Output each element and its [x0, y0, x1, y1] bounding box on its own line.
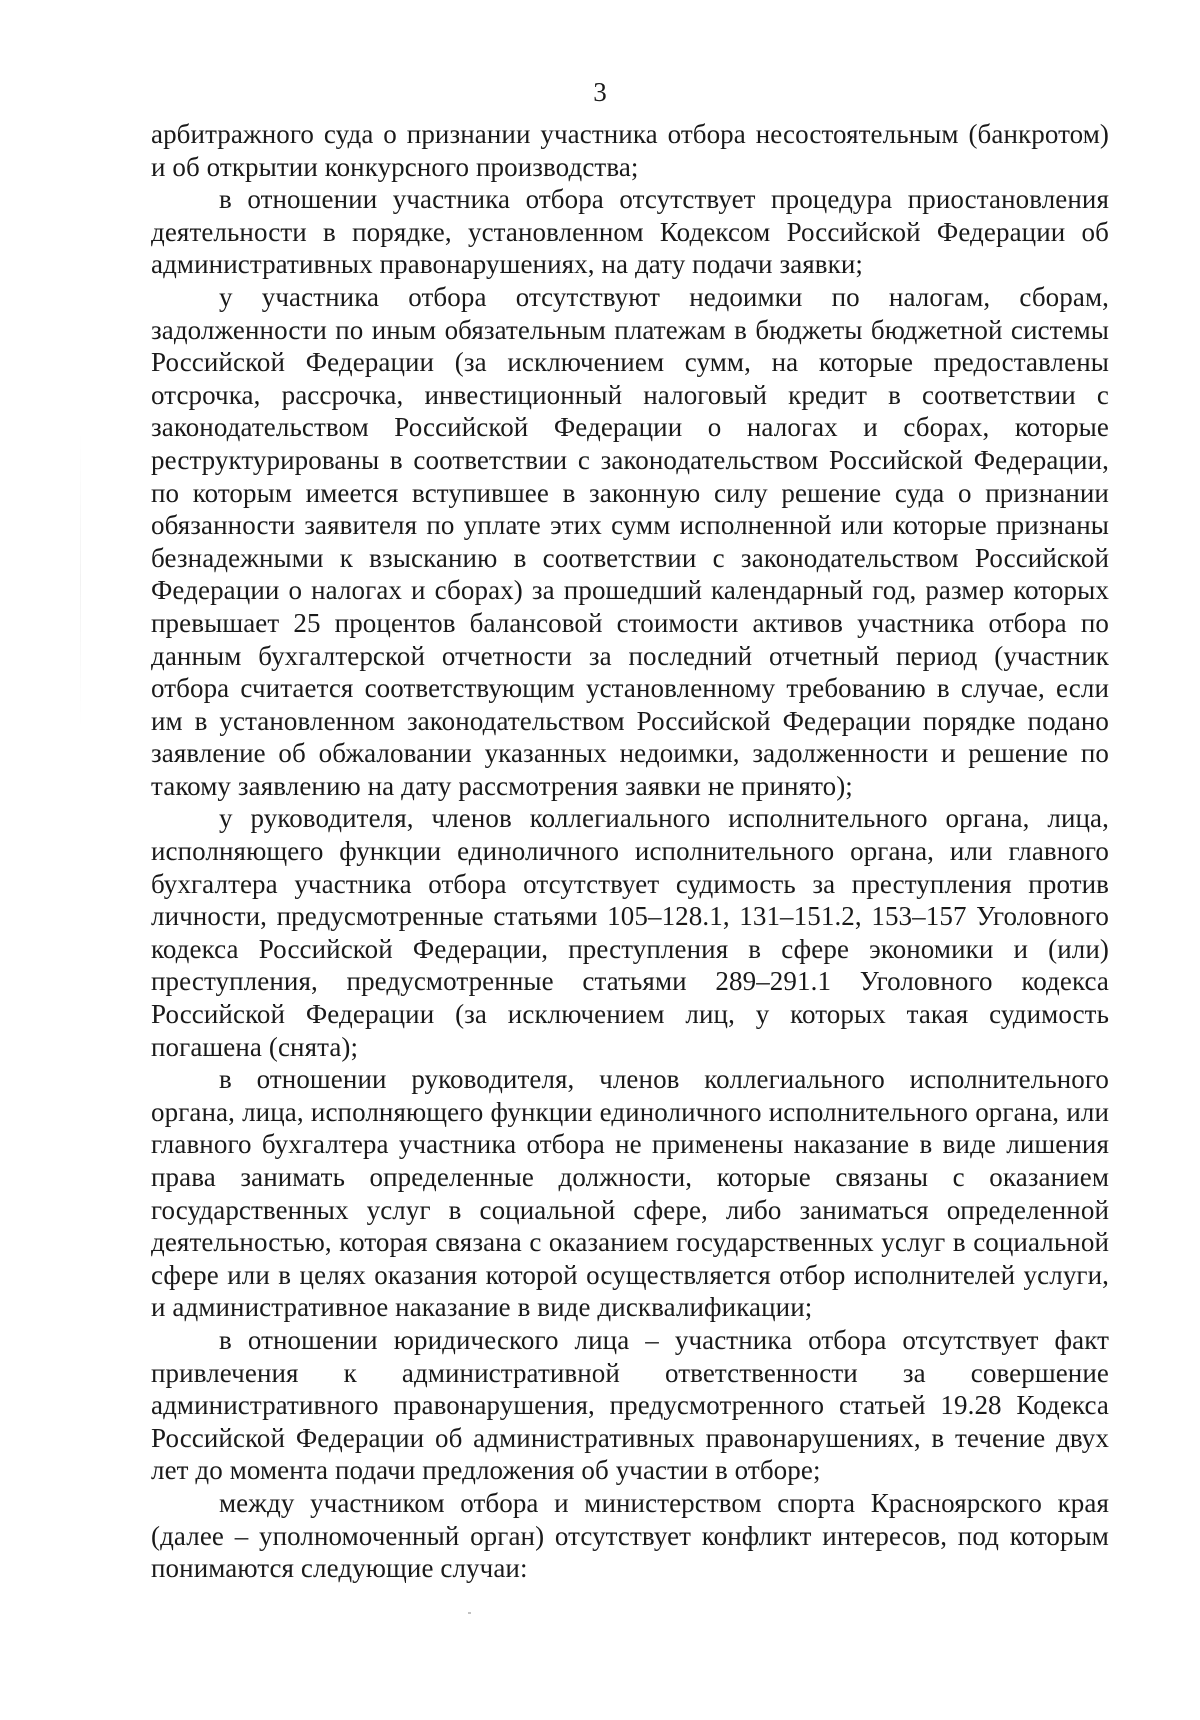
page-number: 3	[593, 77, 607, 107]
paragraph-no-disqualification: в отношении руководителя, членов коллегиального исполнительного органа, лица, исполняющего функции единоличного исполнительного органа, или главного бухгалтера участника отбора не применены наказание в виде лишения права занимать определенные должности, которые связаны с оказанием государственных услуг в социальной сфере, либо заниматься определенной деятельностью, которая связана с оказанием государственных услуг в социальной сфере или в целях оказания которой осуществляется отбор исполнителей услуги, и административное наказание в виде дисквалификации;	[151, 1064, 1109, 1323]
scan-speck	[468, 1612, 471, 1614]
paragraph-bankruptcy-continuation: арбитражного суда о признании участника отбора несостоятельным (банкротом) и об открытии конкурсного производства;	[151, 119, 1109, 182]
paragraph-no-criminal-record: у руководителя, членов коллегиального исполнительного органа, лица, исполняющего функции единоличного исполнительного органа, или главного бухгалтера участника отбора отсутствует судимость за преступления против личности, предусмотренные статьями 105–128.1, 131–151.2, 153–157 Уголовного кодекса Российской Федерации, преступления в сфере экономики и (или) преступления, предусмотренные статьями 289–291.1 Уголовного кодекса Российской Федерации (за исключением лиц, у которых такая судимость погашена (снята);	[151, 803, 1109, 1062]
paragraph-conflict-of-interest: между участником отбора и министерством спорта Красноярского края (далее – уполномоченный орган) отсутствует конфликт интересов, под которым понимаются следующие случаи:	[151, 1487, 1109, 1584]
paragraph-no-tax-arrears: у участника отбора отсутствуют недоимки по налогам, сборам, задолженности по иным обязательным платежам в бюджеты бюджетной системы Российской Федерации (за исключением сумм, на которые предоставлены отсрочка, рассрочка, инвестиционный налоговый кредит в соответствии с законодательством Российской Федерации о налогах и сборах, которые реструктурированы в соответствии с законодательством Российской Федерации, по которым имеется вступившее в законную силу решение суда о признании обязанности заявителя по уплате этих сумм исполненной или которые признаны безнадежными к взысканию в соответствии с законодательством Российской Федерации о налогах и сборах) за прошедший календарный год, размер которых превышает 25 процентов балансовой стоимости активов участника отбора по данным бухгалтерской отчетности за последний отчетный период (участник отбора считается соответствующим установленному требованию в случае, если им в установленном законодательством Российской Федерации порядке подано заявление об обжаловании указанных недоимки, задолженности и решение по такому заявлению на дату рассмотрения заявки не принято);	[151, 281, 1109, 801]
scan-margin-shadow	[80, 430, 81, 730]
paragraph-no-administrative-liability: в отношении юридического лица – участника отбора отсутствует факт привлечения к административной ответственности за совершение административного правонарушения, предусмотренного статьей 19.28 Кодекса Российской Федерации об административных правонарушениях, в течение двух лет до момента подачи предложения об участии в отборе;	[151, 1324, 1109, 1486]
paragraph-no-suspension: в отношении участника отбора отсутствует процедура приостановления деятельности в порядке, установленном Кодексом Российской Федерации об административных правонарушениях, на дату подачи заявки;	[151, 184, 1109, 280]
document-body	[151, 118, 1109, 1585]
